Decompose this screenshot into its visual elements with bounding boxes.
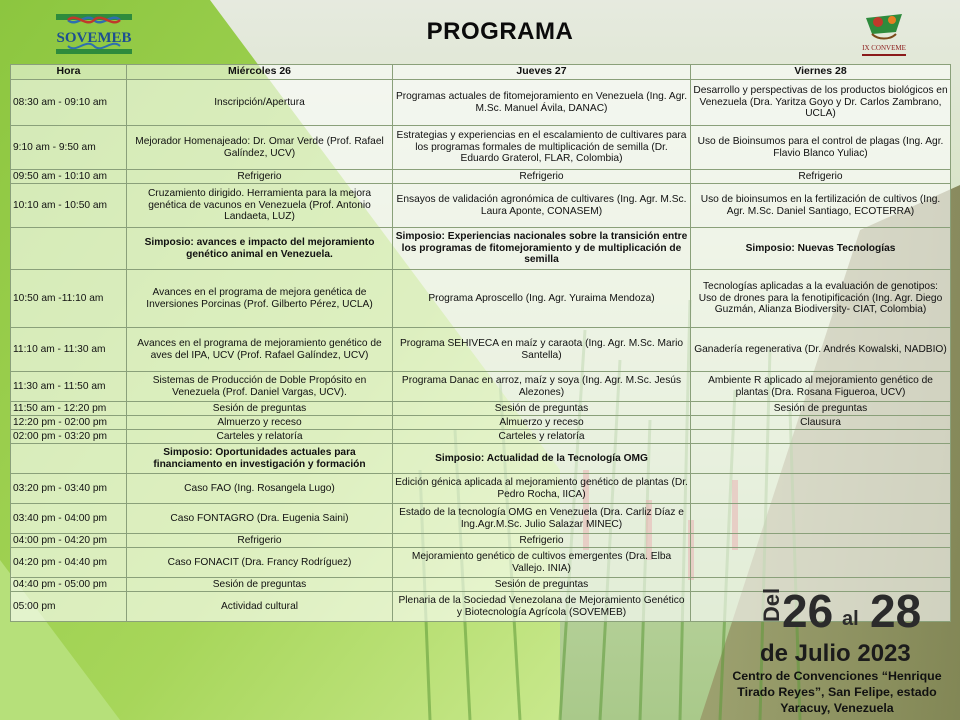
cell-viernes: Desarrollo y perspectivas de los productos biológicos en Venezuela (Dra. Yaritza Goyo y Dr. Carlos Zambrano, UCLA)	[691, 80, 951, 126]
cell-miercoles: Actividad cultural	[127, 592, 393, 622]
cell-viernes: Sesión de preguntas	[691, 402, 951, 416]
page-title: PROGRAMA	[426, 18, 574, 45]
header-viernes: Viernes 28	[691, 65, 951, 80]
cell-miercoles: Refrigerio	[127, 170, 393, 184]
cell-miercoles: Sesión de preguntas	[127, 402, 393, 416]
cell-hora: 10:50 am -11:10 am	[11, 270, 127, 328]
cell-hora: 03:20 pm - 03:40 pm	[11, 474, 127, 504]
symposium-row	[11, 444, 951, 474]
event-venue: Centro de Convenciones “Henrique Tirado Reyes”, San Felipe, estado Yaracuy, Venezuela	[732, 669, 942, 715]
cell-viernes: Refrigerio	[691, 170, 951, 184]
date-end: 28	[870, 585, 922, 637]
cell-miercoles: Refrigerio	[127, 534, 393, 548]
cell-viernes: Ganadería regenerativa (Dr. Andrés Kowalski, NADBIO)	[691, 328, 951, 372]
cell-jueves: Plenaria de la Sociedad Venezolana de Mejoramiento Genético y Biotecnología Agrícola (SOVEMEB)	[393, 592, 691, 622]
date-al-label: al	[842, 608, 859, 630]
cell-miercoles: Caso FONACIT (Dra. Francy Rodríguez)	[127, 548, 393, 578]
cell-viernes	[691, 430, 951, 444]
table-row	[11, 270, 951, 328]
table-row	[11, 328, 951, 372]
cell-hora: 11:10 am - 11:30 am	[11, 328, 127, 372]
table-row	[11, 184, 951, 228]
cell-jueves: Carteles y relatoría	[393, 430, 691, 444]
cell-jueves: Estado de la tecnología OMG en Venezuela (Dra. Carliz Díaz e Ing.Agr.M.Sc. Julio Salazar MINEC)	[393, 504, 691, 534]
cell-jueves: Refrigerio	[393, 170, 691, 184]
date-del-label: Del	[759, 587, 784, 623]
cell-hora: 04:20 pm - 04:40 pm	[11, 548, 127, 578]
table-row	[11, 402, 951, 416]
cell-hora: 12:20 pm - 02:00 pm	[11, 416, 127, 430]
cell-viernes: Ambiente R aplicado al mejoramiento genético de plantas (Dra. Rosana Figueroa, UCV)	[691, 372, 951, 402]
cell-jueves: Programa SEHIVECA en maíz y caraota (Ing. Agr. M.Sc. Mario Santella)	[393, 328, 691, 372]
cell-viernes	[691, 444, 951, 474]
cell-hora: 09:50 am - 10:10 am	[11, 170, 127, 184]
cell-hora: 04:00 pm - 04:20 pm	[11, 534, 127, 548]
cell-viernes: Simposio: Nuevas Tecnologías	[691, 228, 951, 270]
cell-viernes	[691, 534, 951, 548]
cell-viernes	[691, 474, 951, 504]
cell-miercoles: Avances en el programa de mejora genética de Inversiones Porcinas (Prof. Gilberto Pérez, UCLA)	[127, 270, 393, 328]
cell-jueves: Sesión de preguntas	[393, 578, 691, 592]
header-miercoles: Miércoles 26	[127, 65, 393, 80]
cell-miercoles: Inscripción/Apertura	[127, 80, 393, 126]
cell-miercoles: Almuerzo y receso	[127, 416, 393, 430]
cell-jueves: Programa Aproscello (Ing. Agr. Yuraima Mendoza)	[393, 270, 691, 328]
cell-miercoles: Carteles y relatoría	[127, 430, 393, 444]
cell-viernes: Clausura	[691, 416, 951, 430]
program-table	[10, 64, 951, 622]
header-hora: Hora	[11, 65, 127, 80]
cell-jueves: Estrategias y experiencias en el escalamiento de cultivares para los programas formales de multiplicación de semilla (Dr. Eduardo Graterol, FLAR, Colombia)	[393, 126, 691, 170]
cell-jueves: Sesión de preguntas	[393, 402, 691, 416]
cell-jueves: Mejoramiento genético de cultivos emergentes (Dra. Elba Vallejo. INIA)	[393, 548, 691, 578]
table-row	[11, 170, 951, 184]
cell-hora: 03:40 pm - 04:00 pm	[11, 504, 127, 534]
cell-miercoles: Avances en el programa de mejoramiento genético de aves del IPA, UCV (Prof. Rafael Galíndez, UCV)	[127, 328, 393, 372]
table-row	[11, 474, 951, 504]
cell-hora: 04:40 pm - 05:00 pm	[11, 578, 127, 592]
cell-hora: 05:00 pm	[11, 592, 127, 622]
cell-miercoles: Caso FAO (Ing. Rosangela Lugo)	[127, 474, 393, 504]
table-row	[11, 548, 951, 578]
cell-jueves: Simposio: Actualidad de la Tecnología OMG	[393, 444, 691, 474]
cell-viernes	[691, 548, 951, 578]
table-row	[11, 534, 951, 548]
logo-right-text: IX CONVEME	[862, 44, 906, 52]
cell-hora	[11, 228, 127, 270]
cell-miercoles: Cruzamiento dirigido. Herramienta para la mejora genética de vacunos en Venezuela (Prof. Antonio Landaeta, LUZ)	[127, 184, 393, 228]
logo-left-text: SOVEMEB	[56, 30, 132, 46]
table-row	[11, 372, 951, 402]
cell-viernes: Uso de bioinsumos en la fertilización de cultivos (Ing. Agr. M.Sc. Daniel Santiago, ECOTERRA)	[691, 184, 951, 228]
cell-jueves: Programa Danac en arroz, maíz y soya (Ing. Agr. M.Sc. Jesús Alezones)	[393, 372, 691, 402]
cell-miercoles: Mejorador Homenajeado: Dr. Omar Verde (Prof. Rafael Galíndez, UCV)	[127, 126, 393, 170]
cell-miercoles: Simposio: avances e impacto del mejoramiento genético animal en Venezuela.	[127, 228, 393, 270]
cell-jueves: Simposio: Experiencias nacionales sobre la transición entre los programas de fitomejoramiento y de multiplicación de semilla	[393, 228, 691, 270]
date-month-year: de Julio 2023	[760, 640, 911, 667]
table-header-row	[11, 65, 951, 80]
date-start: 26	[782, 585, 834, 637]
table-row	[11, 416, 951, 430]
cell-hora: 10:10 am - 10:50 am	[11, 184, 127, 228]
symposium-row	[11, 228, 951, 270]
cell-miercoles: Simposio: Oportunidades actuales para financiamento en investigación y formación	[127, 444, 393, 474]
cell-jueves: Refrigerio	[393, 534, 691, 548]
table-row	[11, 80, 951, 126]
cell-jueves: Edición génica aplicada al mejoramiento genético de plantas (Dr. Pedro Rocha, IICA)	[393, 474, 691, 504]
cell-hora: 02:00 pm - 03:20 pm	[11, 430, 127, 444]
cell-hora: 11:50 am - 12:20 pm	[11, 402, 127, 416]
table-row	[11, 126, 951, 170]
cell-miercoles: Caso FONTAGRO (Dra. Eugenia Saini)	[127, 504, 393, 534]
cell-miercoles: Sistemas de Producción de Doble Propósito en Venezuela (Prof. Daniel Vargas, UCV).	[127, 372, 393, 402]
cell-miercoles: Sesión de preguntas	[127, 578, 393, 592]
cell-hora: 08:30 am - 09:10 am	[11, 80, 127, 126]
cell-jueves: Programas actuales de fitomejoramiento en Venezuela (Ing. Agr. M.Sc. Manuel Ávila, DANAC)	[393, 80, 691, 126]
header-jueves: Jueves 27	[393, 65, 691, 80]
cell-jueves: Almuerzo y receso	[393, 416, 691, 430]
cell-hora: 11:30 am - 11:50 am	[11, 372, 127, 402]
cell-hora: 9:10 am - 9:50 am	[11, 126, 127, 170]
cell-viernes	[691, 504, 951, 534]
cell-jueves: Ensayos de validación agronómica de cultivares (Ing. Agr. M.Sc. Laura Aponte, CONASEM)	[393, 184, 691, 228]
cell-hora	[11, 444, 127, 474]
cell-viernes: Uso de Bioinsumos para el control de plagas (Ing. Agr. Flavio Blanco Yuliac)	[691, 126, 951, 170]
table-row	[11, 504, 951, 534]
cell-viernes: Tecnologías aplicadas a la evaluación de genotipos: Uso de drones para la fenotipificación (Ing. Agr. Diego Guzmán, Alianza Biodiversity- CIAT, Colombia)	[691, 270, 951, 328]
table-row	[11, 430, 951, 444]
